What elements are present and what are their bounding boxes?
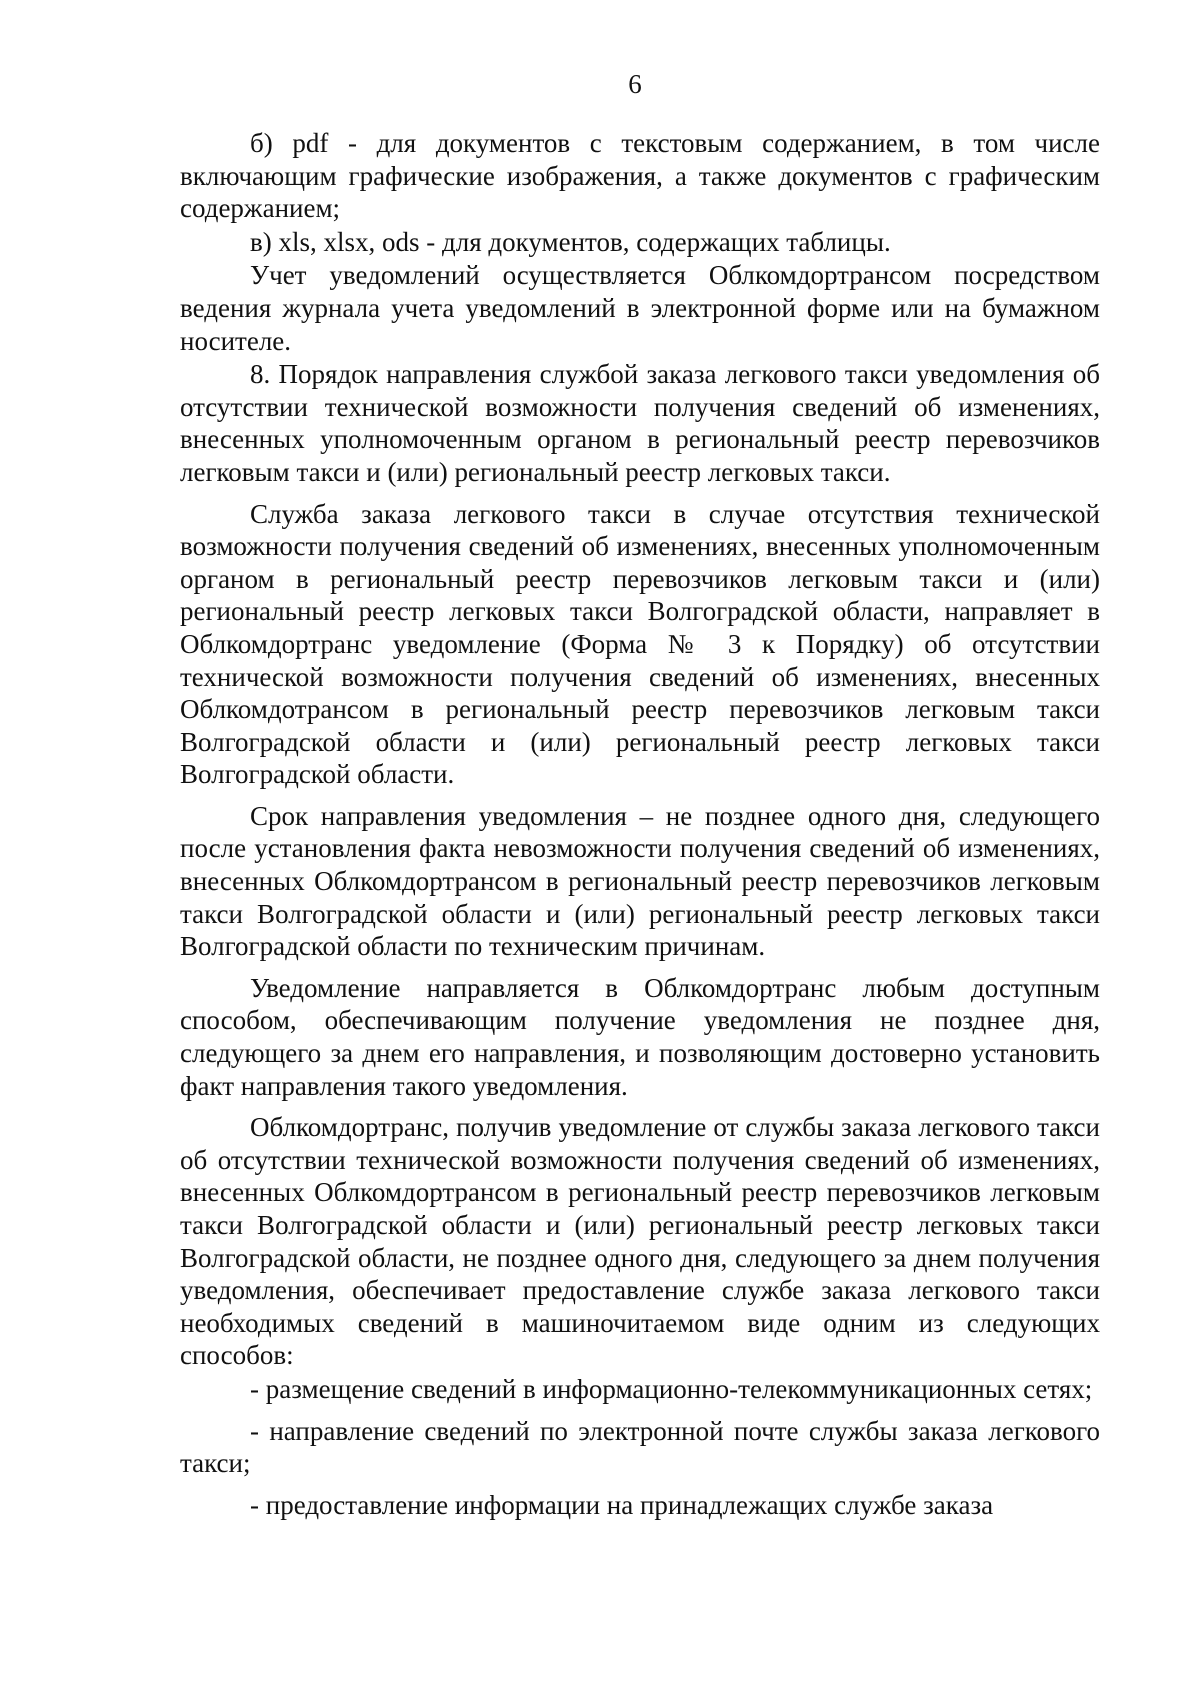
paragraph-formats-xls: в) xls, xlsx, ods - для документов, содержащих таблицы. bbox=[250, 226, 891, 257]
paragraph-formats-pdf: б) pdf - для документов с текстовым содержанием, в том числе включающим графические изображения, а также документов с графическим содержанием; bbox=[180, 128, 1100, 224]
paragraph-notice-deadline: Срок направления уведомления – не позднее одного дня, следующего после установления факта невозможности получения сведений об изменениях, внесенных Облкомдортрансом в региональный реестр перевозчиков легковым такси Волгоградской области и (или) региональный реестр легковых такси Волгоградской области по техническим причинам. bbox=[180, 800, 1100, 962]
paragraph-notice-delivery: Уведомление направляется в Облкомдортранс любым доступным способом, обеспечивающим получение уведомления не позднее дня, следующего за днем его направления, и позволяющим достоверно установить факт направления такого уведомления. bbox=[180, 972, 1100, 1101]
page-number: 6 bbox=[628, 69, 642, 99]
paragraph-taxi-service-notice: Служба заказа легкового такси в случае отсутствия технической возможности получения сведений об изменениях, внесенных уполномоченным органом в региональный реестр перевозчиков легковым такси и (или) региональный реестр легковых такси Волгоградской области, направляет в Облкомдортранс уведомление (Форма № 3 к Порядку) об отсутствии технической возможности получения сведений об изменениях, внесенных Облкомдотрансом в региональный реестр перевозчиков легковым такси Волгоградской области и (или) региональный реестр легковых такси Волгоградской области. bbox=[180, 498, 1100, 790]
paragraph-notification-accounting: Учет уведомлений осуществляется Облкомдортрансом посредством ведения журнала учета уведомлений в электронной форме или на бумажном носителе. bbox=[180, 260, 1100, 356]
list-item-email-delivery: - направление сведений по электронной почте службы заказа легкового такси; bbox=[180, 1415, 1100, 1479]
list-item-provision-info: - предоставление информации на принадлежащих службе заказа bbox=[250, 1489, 994, 1520]
list-item-network-placement: - размещение сведений в информационно-телекоммуникационных сетях; bbox=[250, 1373, 1093, 1404]
paragraph-committee-response: Облкомдортранс, получив уведомление от службы заказа легкового такси об отсутствии технической возможности получения сведений об изменениях, внесенных Облкомдортрансом в региональный реестр перевозчиков легковым такси Волгоградской области и (или) региональный реестр легковых такси Волгоградской области, не позднее одного дня, следующего за днем получения уведомления, обеспечивает предоставление службе заказа легкового такси необходимых сведений в машиночитаемом виде одним из следующих способов: bbox=[180, 1112, 1100, 1371]
paragraph-section-8-heading: 8. Порядок направления службой заказа легкового такси уведомления об отсутствии технической возможности получения сведений об изменениях, внесенных уполномоченным органом в региональный реестр перевозчиков легковым такси и (или) региональный реестр легковых такси. bbox=[180, 359, 1100, 487]
document-body bbox=[180, 127, 1100, 1521]
